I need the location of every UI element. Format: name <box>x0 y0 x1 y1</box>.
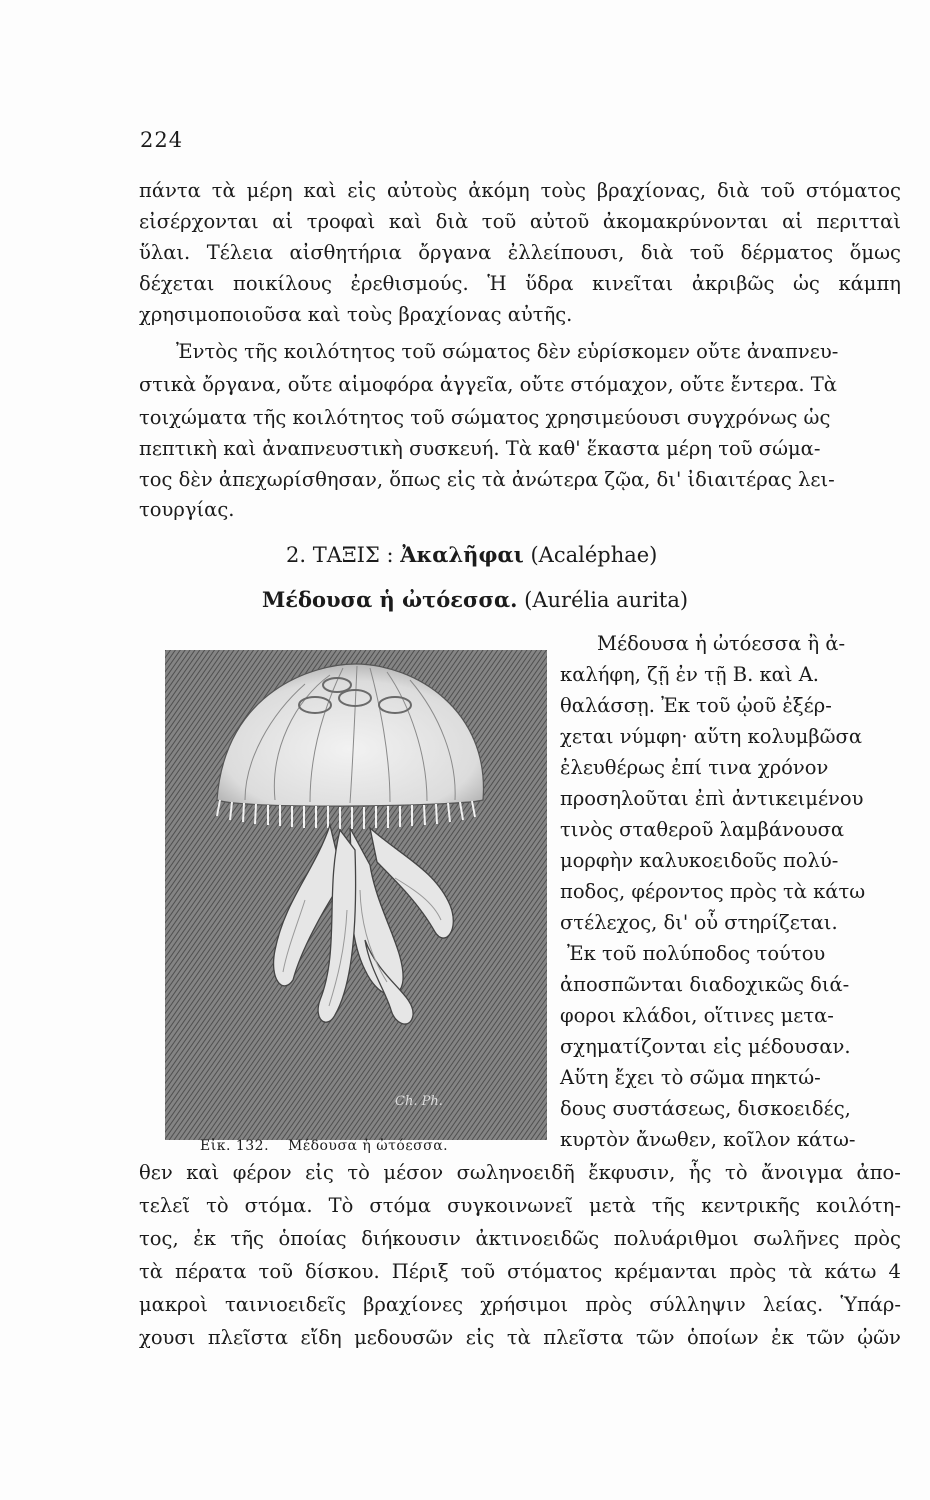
side-text-line: Μέδουσα ἡ ὠτόεσσα ἢ ἀ- <box>597 632 846 655</box>
side-text-line: ἀποσπῶνται διαδοχικῶς διά- <box>560 973 850 996</box>
figure-number: Εἰκ. 132. <box>200 1138 270 1154</box>
word: τοῦ <box>258 1260 293 1283</box>
word: μεδουσῶν <box>354 1326 454 1349</box>
word: τὰ <box>139 1260 163 1283</box>
word: πλεῖστα <box>207 1326 289 1349</box>
paragraph3-line <box>139 1328 901 1348</box>
paragraph3-line <box>139 1196 901 1216</box>
word: ταινιοειδεῖς <box>225 1293 346 1316</box>
word: τοῦ <box>481 210 517 233</box>
word: κρέμανται <box>614 1260 718 1283</box>
section-number: 2. <box>286 543 307 567</box>
word: πάντα <box>139 179 201 202</box>
word: τὰ <box>211 179 236 202</box>
paragraph3-line <box>139 1229 901 1249</box>
word: τοῦ <box>689 241 725 264</box>
paragraph1-line <box>139 181 901 201</box>
side-text-line: ποδος, φέροντος πρὸς τὰ κάτω <box>560 880 866 903</box>
section-greek-name: Ἀκαλῆφαι <box>400 542 524 567</box>
word: 4 <box>888 1260 901 1283</box>
word: αἰσθητήρια <box>289 241 402 264</box>
word: Τέλεια <box>206 241 274 264</box>
word: εἰς <box>347 179 377 202</box>
side-text-line: τινὸς σταθεροῦ λαμβάνουσα <box>560 818 845 841</box>
word: χουσι <box>139 1326 196 1349</box>
word: μέρη <box>246 179 293 202</box>
word: χρήσιμοι <box>480 1293 569 1316</box>
side-text-line: καλήφη, ζῇ ἐν τῇ Β. καὶ Α. <box>560 663 819 686</box>
word: σωληνοειδῆ <box>456 1161 575 1184</box>
word: πρὸς <box>585 1293 633 1316</box>
paragraph2-line: τος δὲν ἀπεχωρίσθησαν, ὅπως εἰς τὰ ἀνώτερα ζῷα, δι' ἰδιαιτέρας λει- <box>139 468 835 491</box>
paragraph2-line: πεπτικὴ καὶ ἀναπνευστικὴ συσκευή. Τὰ καθ' ἕκαστα μέρη τοῦ σώμα- <box>139 437 821 460</box>
word: ὕλαι. <box>139 241 191 264</box>
word: αὐτοὺς <box>387 179 458 202</box>
side-text-line: προσηλοῦται ἐπὶ ἀντικειμένου <box>560 787 864 810</box>
word: ἀκόμη <box>468 179 530 202</box>
word: δίσκου. <box>304 1260 380 1283</box>
word: ἧς <box>688 1161 712 1184</box>
word: πολυάριθμοι <box>613 1227 739 1250</box>
word: ἐλλείπουσι, <box>507 241 625 264</box>
word: διήκουσιν <box>361 1227 461 1250</box>
word: τοῦ <box>760 179 795 202</box>
word: τὸ <box>725 1161 748 1184</box>
side-text-line: θαλάσσῃ. Ἐκ τοῦ ᾠοῦ ἐξέρ- <box>560 694 832 717</box>
paragraph1-line: χρησιμοποιοῦσα καὶ τοὺς βραχίονας αὐτῆς. <box>139 303 573 326</box>
word: ἀπο- <box>856 1161 901 1184</box>
word: τῶν <box>635 1326 675 1349</box>
side-text-line: Αὕτη ἔχει τὸ σῶμα πηκτώ- <box>560 1066 821 1089</box>
word: τὸ <box>206 1194 229 1217</box>
word: τὰ <box>788 1260 813 1283</box>
word: μακροὶ <box>139 1293 208 1316</box>
word: τὰ <box>506 1326 531 1349</box>
side-text-line: ἐλευθέρως ἐπί τινα χρόνον <box>560 756 829 779</box>
word: σύλληψιν <box>649 1293 746 1316</box>
species-greek-name: Μέδουσα ἡ ὠτόεσσα. <box>262 587 518 612</box>
word: θεν <box>139 1161 173 1184</box>
word: κάτω <box>824 1260 877 1283</box>
word: τελεῖ <box>139 1194 190 1217</box>
paragraph2-line: τοιχώματα τῆς κοιλότητος τοῦ σώματος χρησιμεύουσι συγχρόνως ὡς <box>139 406 831 429</box>
word: βραχίονας, <box>596 179 707 202</box>
species-latin-name: (Aurélia aurita) <box>524 588 689 612</box>
word: τῆς <box>230 1227 264 1250</box>
word: ἐκ <box>771 1326 794 1349</box>
word: στόμα <box>369 1194 432 1217</box>
word: στόματος <box>805 179 901 202</box>
figure-caption <box>200 1138 462 1154</box>
side-text-line: στέλεχος, δι' οὗ στηρίζεται. <box>560 911 838 934</box>
word: εἴδη <box>300 1326 342 1349</box>
word: ὁποίας <box>278 1227 347 1250</box>
side-text-line: σχηματίζονται εἰς μέδουσαν. <box>560 1035 851 1058</box>
word: ὅμως <box>849 241 901 264</box>
side-text-line: κυρτὸν ἄνωθεν, κοῖλον κάτω- <box>560 1128 856 1151</box>
word: μετὰ <box>589 1194 636 1217</box>
word: κεντρικῆς <box>701 1194 801 1217</box>
word: ποικίλους <box>233 272 332 295</box>
word: ὁποίων <box>686 1326 759 1349</box>
word: ὡς <box>793 272 820 295</box>
word: τοὺς <box>540 179 586 202</box>
paragraph2-line: Ἐντὸς τῆς κοιλότητος τοῦ σώματος δὲν εὑρίσκομεν οὔτε ἀναπνευ- <box>176 340 839 363</box>
word: καὶ <box>303 179 337 202</box>
figure-caption-text: Μέδουσα ἡ ὠτόεσσα. <box>287 1138 449 1154</box>
side-text-line: δους συστάσεως, δισκοειδές, <box>560 1097 851 1120</box>
word: διὰ <box>640 241 674 264</box>
word: σωλῆνες <box>753 1227 840 1250</box>
word: μέσον <box>383 1161 444 1184</box>
paragraph2-line: τουργίας. <box>139 498 235 521</box>
paragraph3-line <box>139 1163 901 1183</box>
side-text-line: φοροι κλάδοι, οἵτινες μετα- <box>560 1004 834 1027</box>
word: τροφαὶ <box>306 210 376 233</box>
word: τος, <box>139 1227 179 1250</box>
word: τῶν <box>806 1326 845 1349</box>
section-latin-name: (Acaléphae) <box>530 543 658 567</box>
word: τὸ <box>347 1161 370 1184</box>
word: ἀκτινοειδῶς <box>475 1227 600 1250</box>
jellyfish-illustration <box>165 650 547 1140</box>
word: διὰ <box>717 179 750 202</box>
page-number: 224 <box>140 128 184 152</box>
word: Ὑπάρ- <box>840 1293 901 1316</box>
word: διὰ <box>435 210 469 233</box>
word: εἰς <box>305 1161 334 1184</box>
word: λείας. <box>762 1293 824 1316</box>
paragraph1-line <box>139 274 901 294</box>
word: τοῦ <box>460 1260 496 1283</box>
word: κινεῖται <box>592 272 674 295</box>
word: κάμπη <box>838 272 901 295</box>
paragraph1-line <box>139 243 901 263</box>
word: ὕδρα <box>525 272 574 295</box>
word: πέρατα <box>175 1260 247 1283</box>
side-text-line: χεται νύμφη· αὕτη κολυμβῶσα <box>560 725 862 748</box>
word: φέρον <box>232 1161 292 1184</box>
word: αὐτοῦ <box>529 210 590 233</box>
figure-signature: Ch. Ph. <box>395 1094 443 1109</box>
word: ἔκφυσιν, <box>588 1161 676 1184</box>
word: εἰς <box>465 1326 495 1349</box>
word: ἄνοιγμα <box>761 1161 843 1184</box>
word: Ἡ <box>487 272 507 295</box>
word: πλεῖστα <box>543 1326 624 1349</box>
word: Τὸ <box>328 1194 354 1217</box>
word: περιτταὶ <box>816 210 901 233</box>
word: ἀκριβῶς <box>691 272 775 295</box>
word: αἱ <box>272 210 294 233</box>
word: ἐρεθισμούς. <box>350 272 469 295</box>
word: δέρματος <box>740 241 834 264</box>
side-text-line: μορφὴν καλυκοειδοῦς πολύ- <box>560 849 839 872</box>
word: ᾠῶν <box>857 1326 901 1349</box>
word: καὶ <box>388 210 422 233</box>
paragraph3-line <box>139 1262 901 1282</box>
paragraph2-line: στικὰ ὄργανα, οὔτε αἱμοφόρα ἀγγεῖα, οὔτε στόμαχον, οὔτε ἔντερα. Τὰ <box>139 373 837 396</box>
word: κοιλότη- <box>816 1194 901 1217</box>
word: δέχεται <box>139 272 215 295</box>
word: Πέριξ <box>391 1260 449 1283</box>
word: συγκοινωνεῖ <box>447 1194 573 1217</box>
word: καὶ <box>186 1161 220 1184</box>
section-heading <box>286 542 657 567</box>
word: στόμα. <box>244 1194 313 1217</box>
side-text-line: Ἐκ τοῦ πολύποδος τούτου <box>567 942 826 965</box>
word: τῆς <box>651 1194 686 1217</box>
paragraph1-line <box>139 212 901 232</box>
word: στόματος <box>507 1260 603 1283</box>
word: ὄργανα <box>418 241 492 264</box>
word: βραχίονες <box>363 1293 464 1316</box>
word: αἱ <box>782 210 803 233</box>
word: εἰσέρχονται <box>139 210 259 233</box>
paragraph3-line <box>139 1295 901 1315</box>
word: ἀκομακρύνονται <box>602 210 769 233</box>
section-label: ΤΑΞΙΣ : <box>312 543 394 567</box>
species-heading <box>262 587 688 612</box>
word: ἐκ <box>193 1227 216 1250</box>
word: πρὸς <box>854 1227 901 1250</box>
word: πρὸς <box>729 1260 777 1283</box>
